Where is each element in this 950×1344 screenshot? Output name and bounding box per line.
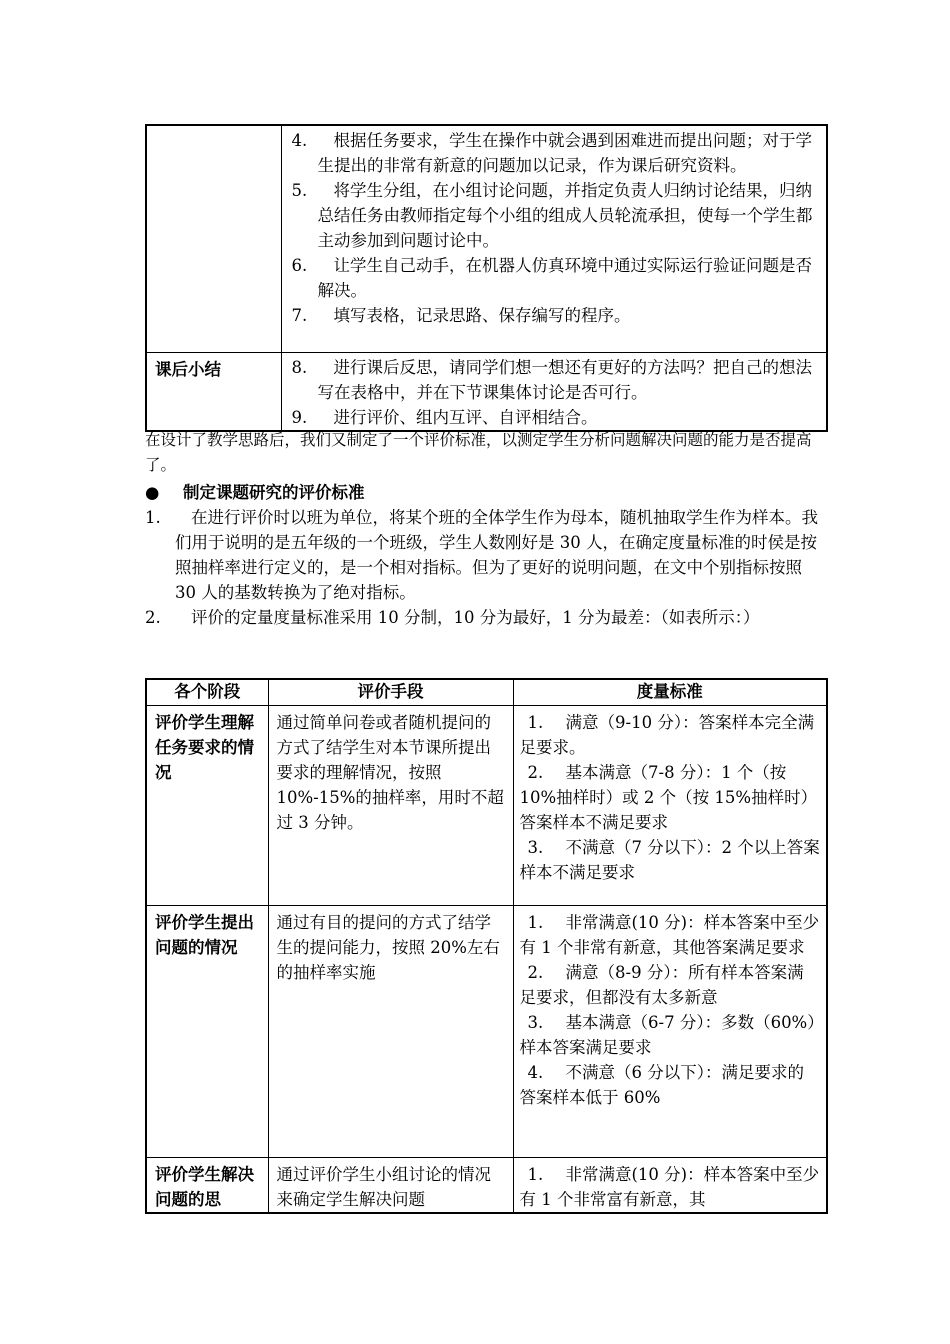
criteria-item	[520, 1162, 821, 1212]
section-heading-text: 制定课题研究的评价标准	[183, 483, 365, 502]
item-number: 1.	[527, 1164, 544, 1184]
list-item	[288, 128, 821, 178]
table-row	[146, 125, 827, 352]
item-text: 满意（9-10 分）：答案样本完全满足要求。	[519, 712, 815, 757]
criteria-item	[520, 1060, 821, 1110]
item-number: 4.	[527, 1062, 544, 1082]
item-text: 根据任务要求，学生在操作中就会遇到困难进而提出问题；对于学生提出的非常有新意的问题加以记录，作为课后研究资料。	[317, 131, 812, 175]
item-text: 将学生分组，在小组讨论问题，并指定负责人归纳讨论结果，归纳总结任务由教师指定每个小组的组成人员轮流承担，使每一个学生都主动参加到问题讨论中。	[317, 181, 813, 250]
table-row	[146, 705, 827, 905]
list-item	[288, 355, 821, 405]
item-number: 4.	[291, 131, 308, 150]
item-text: 进行评价、组内互评、自评相结合。	[333, 407, 598, 427]
item-text: 进行课后反思，请同学们想一想还有更好的方法吗？把自己的想法写在表格中，并在下节课集体讨论是否可行。	[317, 357, 812, 402]
criteria-item	[520, 710, 821, 760]
item-text: 非常满意(10 分)：样本答案中至少有 1 个非常有新意，其他答案满足要求	[519, 912, 820, 957]
item-number: 1.	[527, 912, 544, 932]
list-item	[288, 303, 821, 328]
steps-cell	[281, 125, 827, 352]
method-cell: 通过有目的提问的方式了结学生的提问能力，按照 20%左右的抽样率实施	[268, 905, 513, 1157]
list-item	[288, 178, 821, 253]
item-text: 不满意（6 分以下）：满足要求的答案样本低于 60%	[519, 1062, 804, 1107]
item-number: 1.	[527, 712, 544, 732]
item-number: 1.	[145, 508, 161, 527]
criteria-item	[520, 1010, 821, 1060]
item-number: 3.	[527, 1012, 544, 1032]
numbered-list-item	[145, 605, 825, 630]
item-text: 在进行评价时以班为单位，将某个班的全体学生作为母本，随机抽取学生作为样本。我们用于说明的是五年级的一个班级，学生人数刚好是 30 人，在确定度量标准的时侯是按照抽样率进行定义的，是一个相对指标。但为了更好的说明问题，在文中个别指标按照 30 人的基数转换为了绝对指标。	[175, 508, 818, 602]
item-text: 基本满意（7-8 分）：1 个（按 10%抽样时）或 2 个（按 15%抽样时）答案样本不满足要求	[519, 762, 818, 832]
item-number: 7.	[291, 306, 308, 325]
item-text: 填写表格，记录思路、保存编写的程序。	[333, 306, 631, 325]
criteria-item	[520, 835, 821, 885]
item-number: 3.	[527, 837, 544, 857]
table-row	[146, 1157, 827, 1213]
item-text: 评价的定量度量标准采用 10 分制，10 分为最好，1 分为最差：（如表所示：）	[191, 608, 760, 627]
item-text: 不满意（7 分以下）：2 个以上答案样本不满足要求	[519, 837, 820, 882]
table-row	[146, 905, 827, 1157]
item-number: 5.	[291, 181, 308, 200]
criteria-cell	[513, 705, 827, 905]
intro-paragraph: 在设计了教学思路后，我们又制定了一个评价标准，以测定学生分析问题解决问题的能力是否提高了。	[145, 431, 812, 474]
item-text: 让学生自己动手，在机器人仿真环境中通过实际运行验证问题是否解决。	[317, 256, 812, 300]
table-header-row	[146, 679, 827, 705]
steps-cell	[281, 352, 827, 431]
bullet-icon: ●	[145, 483, 160, 502]
criteria-item	[520, 910, 821, 960]
lesson-steps-table	[145, 124, 828, 432]
list-item	[288, 405, 821, 430]
item-number: 8.	[291, 357, 308, 377]
criteria-item	[520, 960, 821, 1010]
stage-label	[146, 125, 281, 352]
stage-cell: 评价学生提出问题的情况	[146, 905, 268, 1157]
column-header-method: 评价手段	[268, 679, 513, 705]
stage-label: 课后小结	[146, 352, 281, 431]
item-number: 2.	[527, 762, 544, 782]
criteria-cell	[513, 905, 827, 1157]
stage-cell: 评价学生理解任务要求的情况	[146, 705, 268, 905]
item-number: 9.	[291, 407, 308, 427]
item-text: 满意（8-9 分）：所有样本答案满足要求，但都没有太多新意	[519, 962, 804, 1007]
numbered-list-item	[145, 505, 825, 605]
list-item	[288, 253, 821, 303]
column-header-criteria: 度量标准	[513, 679, 827, 705]
method-cell: 通过评价学生小组讨论的情况来确定学生解决问题	[268, 1157, 513, 1213]
item-number: 6.	[291, 256, 308, 275]
criteria-item	[520, 760, 821, 835]
column-header-stage: 各个阶段	[146, 679, 268, 705]
item-text: 基本满意（6-7 分）：多数（60%）样本答案满足要求	[519, 1012, 816, 1057]
item-text: 非常满意(10 分)：样本答案中至少有 1 个非常富有新意，其	[519, 1164, 820, 1209]
evaluation-standards-table	[145, 678, 828, 1214]
criteria-cell	[513, 1157, 827, 1213]
item-number: 2.	[145, 608, 161, 627]
method-cell: 通过简单问卷或者随机提问的方式了结学生对本节课所提出要求的理解情况，按照 10%-15%的抽样率，用时不超过 3 分钟。	[268, 705, 513, 905]
stage-cell: 评价学生解决问题的思	[146, 1157, 268, 1213]
table-row	[146, 352, 827, 431]
item-number: 2.	[527, 962, 544, 982]
